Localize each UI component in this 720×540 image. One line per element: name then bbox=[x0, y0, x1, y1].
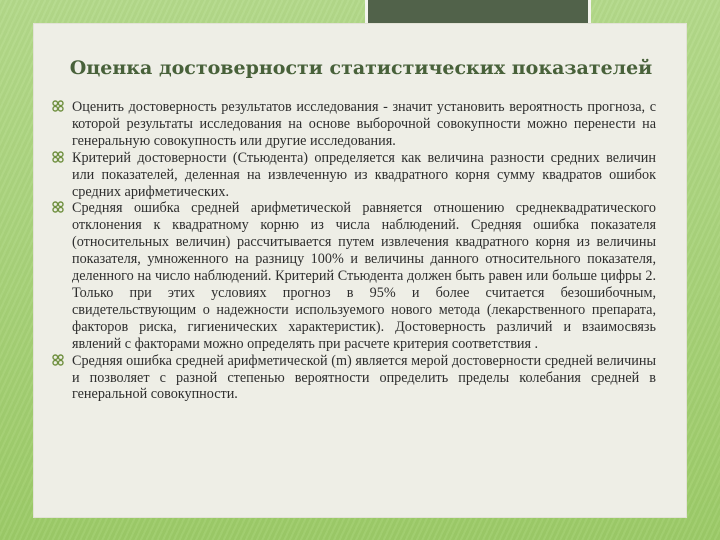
bullet-icon bbox=[52, 201, 65, 214]
bullet-item bbox=[52, 99, 656, 150]
bullet-text: Средняя ошибка средней арифметической равняется отношению среднеквадратического отклонения к квадратному корню из числа наблюдений. Средняя ошибка показателя (относительных величин) рассчитывается путем извлечения квадратного корня из величины показателя, умноженного на разницу 100% и величины данного относительного показателя, деленного на число наблюдений. Критерий Стьюдента должен быть равен или больше цифры 2. Только при этих условиях прогноз в 95% и более считается безошибочным, свидетельствующим о надежности используемого нового метода (лекарственного препарата, факторов риска, гигиенических характеристик). Достоверность различий и взаимосвязь явлений с факторами можно определять при расчете критерия соответствия . bbox=[72, 200, 656, 352]
bullet-text: Оценить достоверность результатов исследования - значит установить вероятность прогноза, с которой результаты исследования на основе выборочной совокупности можно перенести на генеральную совокупность или другие исследования. bbox=[72, 99, 656, 149]
slide-panel bbox=[33, 23, 687, 518]
bullet-item bbox=[52, 200, 656, 352]
bullet-icon bbox=[52, 151, 65, 164]
bullet-text: Критерий достоверности (Стьюдента) определяется как величина разности средних величин или показателей, деленная на извлеченную из квадратного корня сумму квадратов ошибок средних арифметических. bbox=[72, 149, 656, 200]
bullet-item bbox=[52, 150, 656, 201]
bullet-text: Средняя ошибка средней арифметической (m) является мерой достоверности средней величины и позволяет с разной степенью вероятности определить пределы колебания средней в генеральной совокупности. bbox=[72, 352, 656, 403]
bullet-icon bbox=[52, 100, 65, 113]
bullet-item bbox=[52, 353, 656, 404]
bullet-icon bbox=[52, 354, 65, 367]
slide-title: Оценка достоверности статистических показателей bbox=[69, 57, 653, 79]
bullet-list bbox=[52, 99, 656, 403]
